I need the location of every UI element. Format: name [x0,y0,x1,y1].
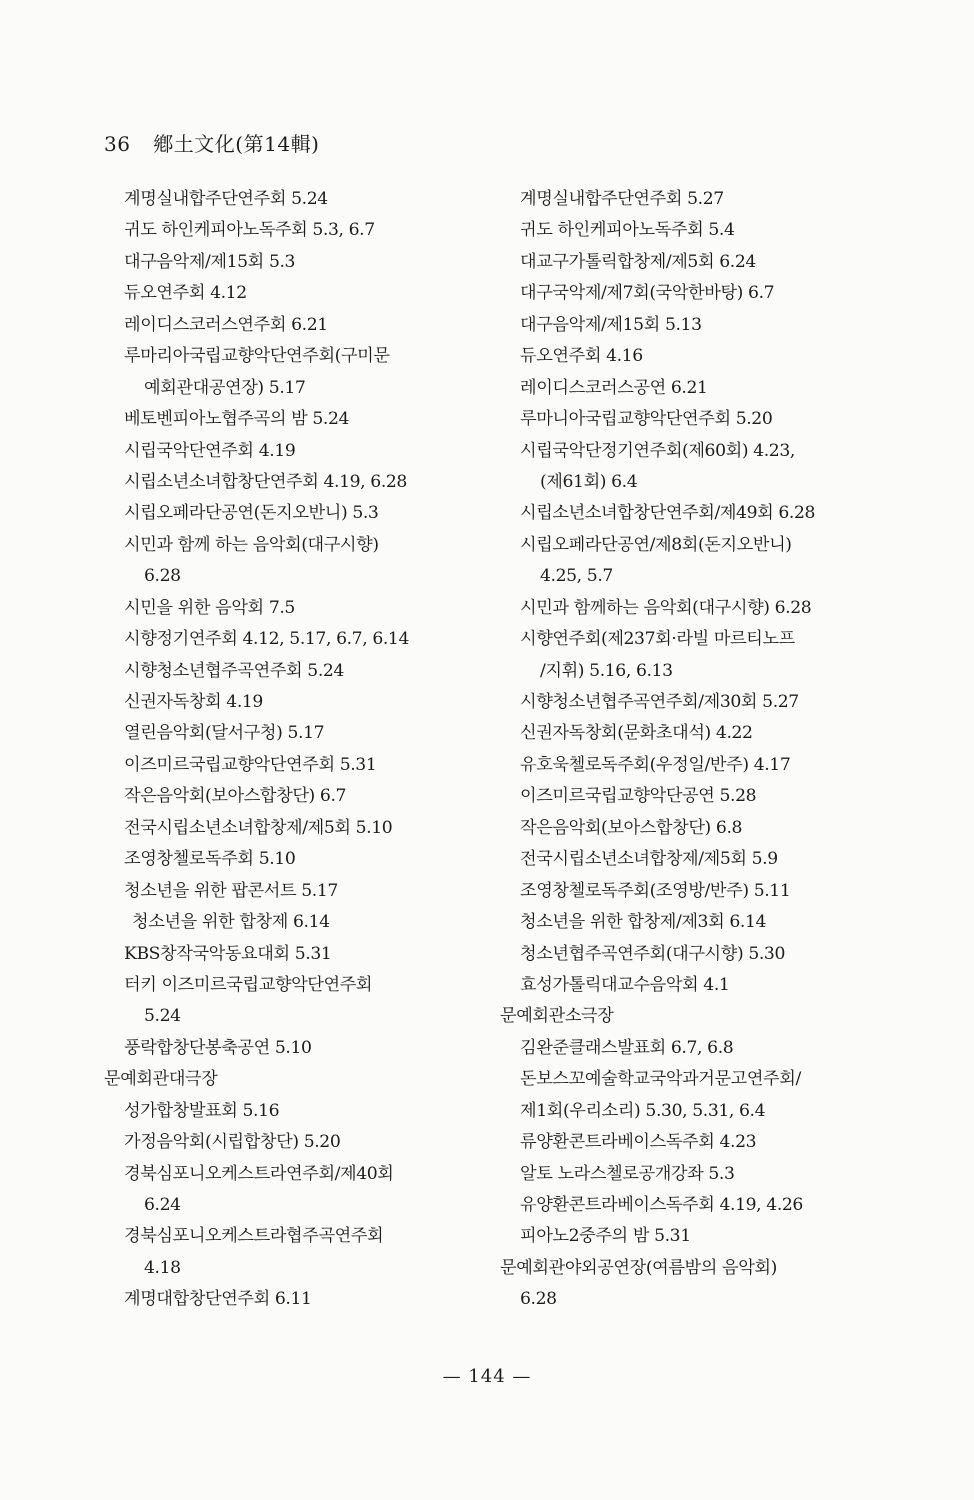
list-item: 레이디스코러스연주회 6.21 [124,314,328,335]
list-item: 유호욱첼로독주회(우정일/반주) 4.17 [520,754,791,775]
list-item: 이즈미르국립교향악단공연 5.28 [520,786,757,807]
list-item: 듀오연주회 4.16 [520,346,643,367]
venue-heading: 문예회관대극장 [104,1069,218,1090]
list-item: 시립오페라단공연/제8회(돈지오반니) [520,534,792,555]
list-item: 작은음악회(보아스합창단) 6.7 [124,786,347,807]
list-item: (제61회) 6.4 [540,471,638,492]
list-item: 4.18 [144,1257,181,1278]
list-item: 청소년을 위한 합창제/제3회 6.14 [520,912,767,933]
list-item: 김완준클래스발표회 6.7, 6.8 [520,1037,734,1058]
list-item: 6.24 [144,1195,181,1215]
list-item: 전국시립소년소녀합창제/제5회 5.9 [520,849,778,870]
list-item: 시향청소년협주곡연주회 5.24 [124,660,344,681]
list-item: 계명대합창단연주회 6.11 [124,1289,312,1310]
list-item: 시립국악단연주회 4.19 [124,440,296,461]
list-item: 시립오페라단공연(돈지오반니) 5.3 [124,503,379,524]
list-item: 이즈미르국립교향악단연주회 5.31 [124,754,377,775]
list-item: 류양환콘트라베이스독주회 4.23 [520,1132,757,1153]
list-item: 청소년을 위한 팝콘서트 5.17 [124,880,338,901]
venue-heading: 문예회관소극장 [500,1006,614,1027]
list-item: 청소년을 위한 합창제 6.14 [132,912,330,933]
list-item: 피아노2중주의 밤 5.31 [520,1226,691,1247]
list-item: 청소년협주곡연주회(대구시향) 5.30 [520,943,785,964]
list-item: 시립소년소녀합창단연주회 4.19, 6.28 [124,471,407,492]
list-item: 루마리아국립교향악단연주회(구미문 [124,346,390,367]
list-item: 시립소년소녀합창단연주회/제49회 6.28 [520,503,816,524]
list-item: 성가합창발표회 5.16 [124,1100,280,1121]
list-item: 계명실내합주단연주회 5.27 [520,189,724,209]
list-item: 터키 이즈미르국립교향악단연주회 [124,974,373,995]
right-column [500,184,890,1316]
list-item: 경북심포니오케스트라연주회/제40회 [124,1163,394,1184]
list-item: 유양환콘트라베이스독주회 4.19, 4.26 [520,1195,803,1215]
list-item: 작은음악회(보아스합창단) 6.8 [520,817,743,838]
list-item: 대교구가톨릭합창제/제5회 6.24 [520,251,756,272]
list-item: /지휘) 5.16, 6.13 [540,660,673,681]
list-item: 시민과 함께 하는 음악회(대구시향) [124,534,379,555]
list-item: 베토벤피아노협주곡의 밤 5.24 [124,409,350,430]
list-item: 효성가톨릭대교수음악회 4.1 [520,974,730,995]
list-item: 알토 노라스첼로공개강좌 5.3 [520,1163,735,1184]
list-item: 계명실내합주단연주회 5.24 [124,189,328,209]
list-item: 돈보스꼬예술학교국악과거문고연주회/ [520,1069,801,1090]
venue-heading: 문예회관야외공연장(여름밤의 음악회) [500,1257,777,1278]
list-item: 시민을 위한 음악회 7.5 [124,597,295,618]
list-item: 시향정기연주회 4.12, 5.17, 6.7, 6.14 [124,629,410,650]
list-item: 귀도 하인케피아노독주회 5.4 [520,220,735,241]
list-item: 시향청소년협주곡연주회/제30회 5.27 [520,692,799,712]
list-item: 가정음악회(시립합창단) 5.20 [124,1132,341,1153]
list-item: 전국시립소년소녀합창제/제5회 5.10 [124,817,393,838]
list-item: 조영창첼로독주회(조영방/반주) 5.11 [520,880,791,901]
list-item: 열린음악회(달서구청) 5.17 [124,723,325,744]
list-item: 귀도 하인케피아노독주회 5.3, 6.7 [124,220,375,241]
list-item: 시민과 함께하는 음악회(대구시향) 6.28 [520,597,812,618]
list-item: 5.24 [144,1006,181,1027]
header-page-number: 36 [104,132,131,156]
list-item: 시향연주회(제237회·라빌 마르티노프 [520,629,795,650]
list-item: 루마니아국립교향악단연주회 5.20 [520,409,773,430]
left-column [104,184,494,1316]
list-item: 시립국악단정기연주회(제60회) 4.23, [520,440,795,461]
list-item: 대구음악제/제15회 5.3 [124,251,296,272]
footer-page-number: — 144 — [442,1366,532,1387]
list-item: 경북심포니오케스트라협주곡연주회 [124,1226,384,1247]
list-item: 듀오연주회 4.12 [124,283,247,304]
list-item: 제1회(우리소리) 5.30, 5.31, 6.4 [520,1100,766,1121]
list-item: 신권자독창회 4.19 [124,692,263,712]
list-item: 6.28 [144,566,181,587]
list-item: 신권자독창회(문화초대석) 4.22 [520,723,753,744]
list-item: KBS창작국악동요대회 5.31 [124,943,332,964]
list-item: 레이디스코러스공연 6.21 [520,377,708,398]
list-item: 4.25, 5.7 [540,566,613,587]
list-item: 대구국악제/제7회(국악한바탕) 6.7 [520,283,775,304]
header-title: 鄕土文化(第14輯) [153,132,320,156]
running-header [104,128,319,157]
list-item: 풍락합창단봉축공연 5.10 [124,1037,312,1058]
list-item: 대구음악제/제15회 5.13 [520,314,702,335]
list-item: 조영창첼로독주회 5.10 [124,849,296,870]
list-item: 6.28 [520,1289,557,1310]
list-item: 예회관대공연장) 5.17 [144,377,306,398]
